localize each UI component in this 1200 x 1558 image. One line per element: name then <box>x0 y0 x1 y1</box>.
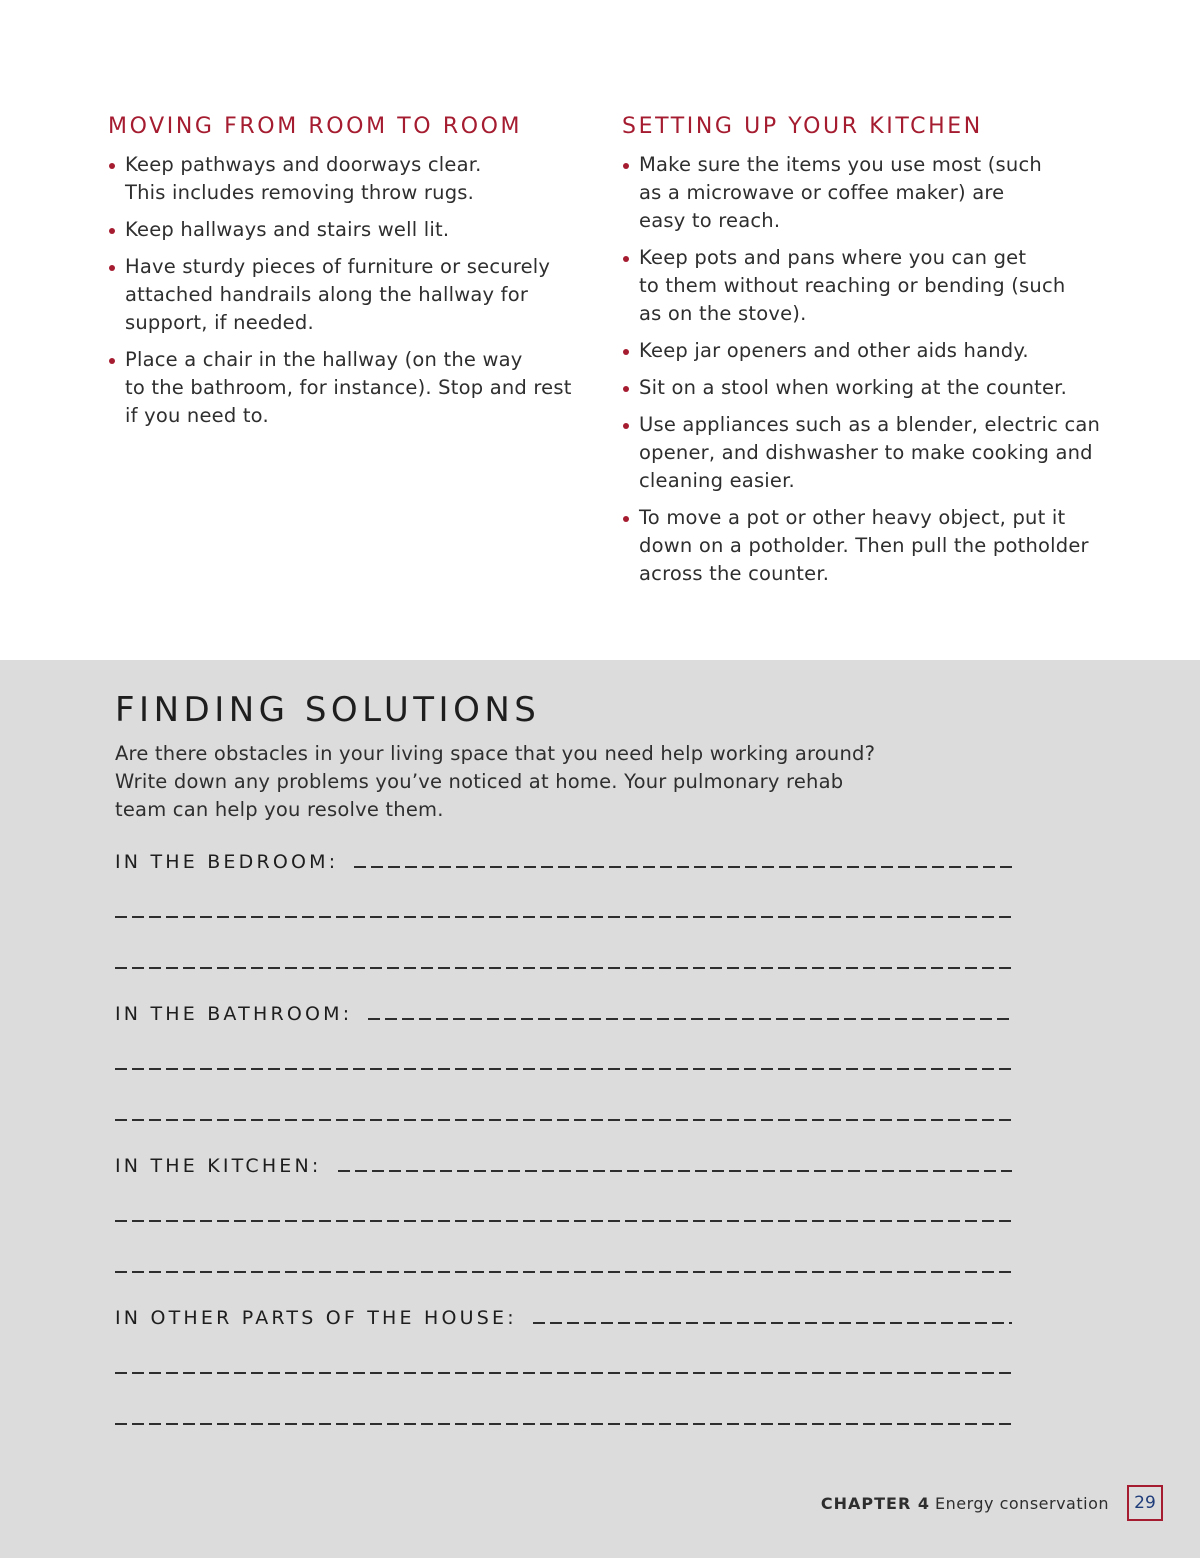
list-item-text <box>125 216 608 244</box>
bedroom-write-line-3[interactable] <box>115 967 1012 969</box>
other-parts-write-line-2[interactable] <box>115 1372 1012 1374</box>
kitchen-column <box>622 114 1142 597</box>
list-item <box>622 337 1142 365</box>
list-item <box>622 411 1142 495</box>
list-item-line: Sit on a stool when working at the counter. <box>639 376 1067 399</box>
bullet-icon <box>109 265 115 271</box>
moving-heading: MOVING FROM ROOM TO ROOM <box>108 114 523 139</box>
kitchen-write-line-3[interactable] <box>115 1271 1012 1273</box>
list-item-line: to the bathroom, for instance). Stop and rest <box>125 376 572 399</box>
kitchen-field <box>115 1148 1012 1178</box>
other-parts-label: IN OTHER PARTS OF THE HOUSE: <box>115 1307 517 1329</box>
list-item-line: attached handrails along the hallway for <box>125 283 529 306</box>
chapter-title: Energy conservation <box>934 1493 1109 1513</box>
bullet-icon <box>623 516 629 522</box>
list-item-line: across the counter. <box>639 562 830 585</box>
bathroom-field <box>115 996 1012 1026</box>
intro-line: Are there obstacles in your living space that you need help working around? <box>115 742 876 765</box>
list-item-line: opener, and dishwasher to make cooking and <box>639 441 1093 464</box>
other-parts-write-line[interactable] <box>533 1322 1012 1324</box>
other-parts-write-line-3[interactable] <box>115 1423 1012 1425</box>
list-item-line: down on a potholder. Then pull the potholder <box>639 534 1089 557</box>
list-item-line: Keep hallways and stairs well lit. <box>125 218 450 241</box>
list-item-line: if you need to. <box>125 404 269 427</box>
list-item-text <box>639 504 1142 588</box>
list-item-text <box>125 346 608 430</box>
finding-solutions-intro <box>115 740 935 824</box>
bullet-icon <box>109 228 115 234</box>
list-item-text <box>639 337 1142 365</box>
bullet-icon <box>109 163 115 169</box>
bathroom-write-line-2[interactable] <box>115 1068 1012 1070</box>
list-item-line: easy to reach. <box>639 209 781 232</box>
list-item-text <box>125 253 608 337</box>
list-item-line: Keep pots and pans where you can get <box>639 246 1027 269</box>
list-item-text <box>639 374 1142 402</box>
list-item-line: Keep jar openers and other aids handy. <box>639 339 1029 362</box>
bullet-icon <box>623 423 629 429</box>
bedroom-label: IN THE BEDROOM: <box>115 851 339 873</box>
bedroom-write-line[interactable] <box>354 866 1012 868</box>
intro-line: team can help you resolve them. <box>115 798 444 821</box>
bathroom-label: IN THE BATHROOM: <box>115 1003 353 1025</box>
list-item-line: support, if needed. <box>125 311 314 334</box>
list-item <box>622 244 1142 328</box>
kitchen-write-line-2[interactable] <box>115 1220 1012 1222</box>
kitchen-write-line[interactable] <box>338 1170 1012 1172</box>
finding-solutions-panel <box>0 660 1200 1558</box>
bathroom-write-line[interactable] <box>368 1018 1012 1020</box>
bullet-icon <box>623 349 629 355</box>
page-number: 29 <box>1127 1485 1163 1521</box>
list-item <box>622 504 1142 588</box>
moving-list <box>108 151 608 430</box>
list-item <box>108 253 608 337</box>
chapter-number: CHAPTER 4 <box>820 1493 930 1513</box>
list-item-line: as a microwave or coffee maker) are <box>639 181 1005 204</box>
kitchen-list <box>622 151 1142 588</box>
list-item-line: This includes removing throw rugs. <box>125 181 475 204</box>
bullet-icon <box>623 256 629 262</box>
list-item <box>622 374 1142 402</box>
list-item-line: as on the stove). <box>639 302 807 325</box>
list-item-line: Keep pathways and doorways clear. <box>125 153 482 176</box>
bullet-icon <box>623 386 629 392</box>
finding-solutions-title: FINDING SOLUTIONS <box>115 690 541 730</box>
bullet-icon <box>623 163 629 169</box>
intro-line: Write down any problems you’ve noticed at home. Your pulmonary rehab <box>115 770 844 793</box>
bullet-icon <box>109 358 115 364</box>
list-item-line: To move a pot or other heavy object, put it <box>639 506 1066 529</box>
bathroom-write-line-3[interactable] <box>115 1119 1012 1121</box>
list-item-line: to them without reaching or bending (such <box>639 274 1066 297</box>
list-item-line: Use appliances such as a blender, electric can <box>639 413 1101 436</box>
list-item <box>108 346 608 430</box>
kitchen-label: IN THE KITCHEN: <box>115 1155 322 1177</box>
list-item-text <box>639 244 1142 328</box>
list-item-line: Place a chair in the hallway (on the way <box>125 348 523 371</box>
bedroom-field <box>115 844 1012 874</box>
list-item <box>108 151 608 207</box>
list-item-text <box>639 411 1142 495</box>
list-item-line: cleaning easier. <box>639 469 795 492</box>
footer-chapter-text <box>821 1494 1109 1513</box>
list-item <box>622 151 1142 235</box>
tips-section <box>0 0 1200 660</box>
list-item-line: Make sure the items you use most (such <box>639 153 1042 176</box>
list-item <box>108 216 608 244</box>
page-footer <box>821 1485 1163 1521</box>
list-item-line: Have sturdy pieces of furniture or securely <box>125 255 551 278</box>
bedroom-write-line-2[interactable] <box>115 916 1012 918</box>
other-parts-field <box>115 1300 1012 1330</box>
list-item-text <box>125 151 608 207</box>
moving-column <box>108 114 608 439</box>
list-item-text <box>639 151 1142 235</box>
kitchen-heading: SETTING UP YOUR KITCHEN <box>622 114 983 139</box>
